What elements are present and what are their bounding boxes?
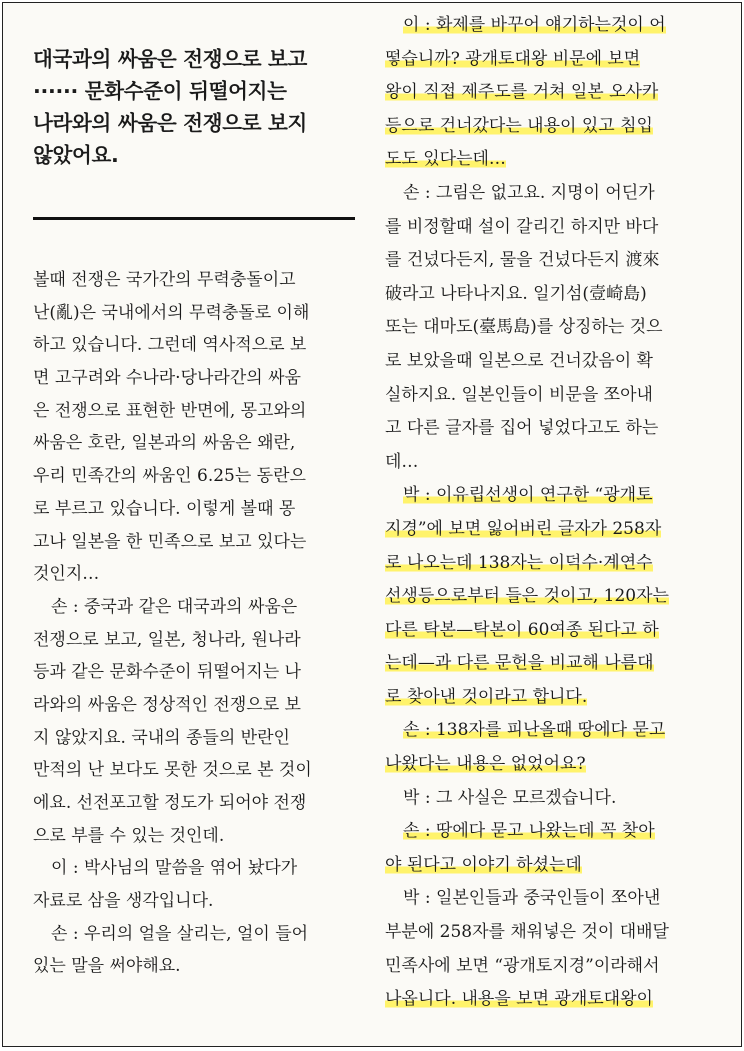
text-line: 고나 일본을 한 민족으로 보고 있다는 bbox=[33, 531, 307, 552]
left-column bbox=[33, 43, 363, 983]
text-line: 로 보았을때 일본으로 건너갔음이 확 bbox=[385, 350, 653, 371]
text-line bbox=[385, 681, 725, 715]
text-line: 우리 민족간의 싸움인 6.25는 동란으 bbox=[33, 466, 306, 487]
text-line: 민족사에 보면 “광개토지경”이라해서 bbox=[385, 955, 660, 976]
highlighted-text: 지경”에 보면 잃어버린 글자가 258자 bbox=[385, 518, 662, 539]
text-line: 전쟁으로 보고, 일본, 청나라, 원나라 bbox=[33, 629, 301, 650]
text-line: 에요. 선전포고할 정도가 되어야 전쟁 bbox=[33, 793, 307, 813]
text-line: 것인지… bbox=[33, 564, 100, 585]
text-line bbox=[385, 547, 725, 581]
highlighted-text: 로 나오는데 138자는 이덕수·계연수 bbox=[385, 552, 653, 573]
text-line bbox=[385, 614, 725, 648]
highlighted-text: 는데—과 다른 문헌을 비교해 나름대 bbox=[385, 653, 654, 674]
section-divider bbox=[33, 217, 355, 220]
text-line: 자료로 삼을 생각입니다. bbox=[33, 891, 214, 912]
text-line: 破라고 나타나지요. 일기섬(壹崎島) bbox=[385, 283, 647, 304]
text-line bbox=[385, 43, 725, 77]
text-line: 손 : 중국과 같은 대국과의 싸움은 bbox=[51, 596, 298, 617]
highlighted-text: 박 : 이유립선생이 연구한 “광개토 bbox=[403, 485, 653, 506]
text-line: 라와의 싸움은 정상적인 전쟁으로 보 bbox=[33, 694, 301, 715]
highlighted-text: 나옵니다. 내용을 보면 광개토대왕이 bbox=[385, 989, 653, 1010]
text-line: 를 건넜다든지, 물을 건넜다든지 渡來 bbox=[385, 250, 660, 271]
highlighted-text: 떻습니까? 광개토대왕 비문에 보면 bbox=[385, 48, 641, 69]
highlighted-text: 손 : 138자를 피난올때 땅에다 묻고 bbox=[403, 720, 666, 741]
text-line: 부분에 258자를 채워넣은 것이 대배달 bbox=[385, 922, 669, 943]
pull-quote-line: 나라와의 싸움은 전쟁으로 보지 bbox=[33, 111, 308, 135]
highlighted-text: 나왔다는 내용은 없었어요? bbox=[385, 754, 586, 775]
text-line: 은 전쟁으로 표현한 반면에, 몽고와의 bbox=[33, 400, 307, 421]
text-line bbox=[385, 748, 725, 782]
text-line bbox=[385, 580, 725, 614]
highlighted-text: 손 : 땅에다 묻고 나왔는데 꼭 찾아 bbox=[403, 821, 655, 842]
text-line bbox=[385, 9, 725, 43]
text-line: 하고 있습니다. 그런데 역사적으로 보 bbox=[33, 335, 307, 356]
text-line: 이 : 박사님의 말씀을 엮어 놨다가 bbox=[51, 858, 298, 879]
text-line bbox=[385, 714, 725, 748]
text-line bbox=[385, 513, 725, 547]
highlighted-text: 선생등으로부터 들은 것이고, 120자는 bbox=[385, 586, 669, 607]
pull-quote-line: ······ 문화수준이 뒤떨어지는 bbox=[33, 79, 287, 103]
text-line: 데… bbox=[385, 451, 419, 472]
text-line: 볼때 전쟁은 국가간의 무력충돌이고 bbox=[33, 270, 296, 290]
text-line bbox=[385, 815, 725, 849]
text-line bbox=[385, 647, 725, 681]
text-line: 면 고구려와 수나라·당나라간의 싸움 bbox=[33, 368, 301, 389]
text-line: 또는 대마도(臺馬島)를 상징하는 것으 bbox=[385, 317, 663, 338]
highlighted-text: 다른 탁본—탁본이 60여종 된다고 하 bbox=[385, 619, 659, 640]
pull-quote bbox=[33, 43, 363, 171]
text-line bbox=[385, 143, 725, 177]
pull-quote-line: 않았어요. bbox=[33, 143, 119, 167]
text-line: 으로 부를 수 있는 것인데. bbox=[33, 825, 225, 846]
text-line bbox=[385, 849, 725, 883]
right-column bbox=[385, 9, 725, 1017]
text-line: 만적의 난 보다도 못한 것으로 본 것이 bbox=[33, 760, 312, 781]
text-line: 등과 같은 문화수준이 뒤떨어지는 나 bbox=[33, 662, 301, 683]
highlighted-text: 이 : 화제를 바꾸어 얘기하는것이 어 bbox=[403, 15, 666, 35]
text-line: 지 않았지요. 국내의 종들의 반란인 bbox=[33, 727, 290, 748]
highlighted-text: 도도 있다는데… bbox=[385, 149, 506, 170]
highlighted-text: 왕이 직접 제주도를 거쳐 일본 오사카 bbox=[385, 82, 659, 103]
text-line: 실하지요. 일본인들이 비문을 쪼아내 bbox=[385, 384, 653, 405]
text-line: 박 : 그 사실은 모르겠습니다. bbox=[403, 787, 617, 808]
text-line: 있는 말을 써야해요. bbox=[33, 956, 181, 977]
text-line bbox=[385, 983, 725, 1017]
text-line: 박 : 일본인들과 중국인들이 쪼아낸 bbox=[403, 888, 661, 909]
text-line: 로 부르고 있습니다. 이렇게 볼때 몽 bbox=[33, 498, 296, 519]
text-line: 를 비정할때 설이 갈리긴 하지만 바다 bbox=[385, 216, 659, 237]
text-line bbox=[385, 76, 725, 110]
highlighted-text: 야 된다고 이야기 하셨는데 bbox=[385, 854, 582, 875]
text-line: 손 : 우리의 얼을 살리는, 얼이 들어 bbox=[51, 923, 309, 944]
text-line: 싸움은 호란, 일본과의 싸움은 왜란, bbox=[33, 433, 296, 454]
pull-quote-line: 대국과의 싸움은 전쟁으로 보고 bbox=[33, 47, 308, 71]
text-line: 난(亂)은 국내에서의 무력충돌로 이해 bbox=[33, 302, 310, 323]
text-line bbox=[385, 110, 725, 144]
magazine-page bbox=[2, 2, 742, 1047]
highlighted-text: 등으로 건너갔다는 내용이 있고 침입 bbox=[385, 115, 653, 136]
text-line: 손 : 그림은 없고요. 지명이 어딘가 bbox=[403, 182, 655, 203]
highlighted-text: 로 찾아낸 것이라고 합니다. bbox=[385, 686, 588, 707]
left-body-text bbox=[33, 264, 363, 983]
text-line bbox=[385, 479, 725, 513]
text-line: 고 다른 글자를 집어 넣었다고도 하는 bbox=[385, 418, 659, 439]
